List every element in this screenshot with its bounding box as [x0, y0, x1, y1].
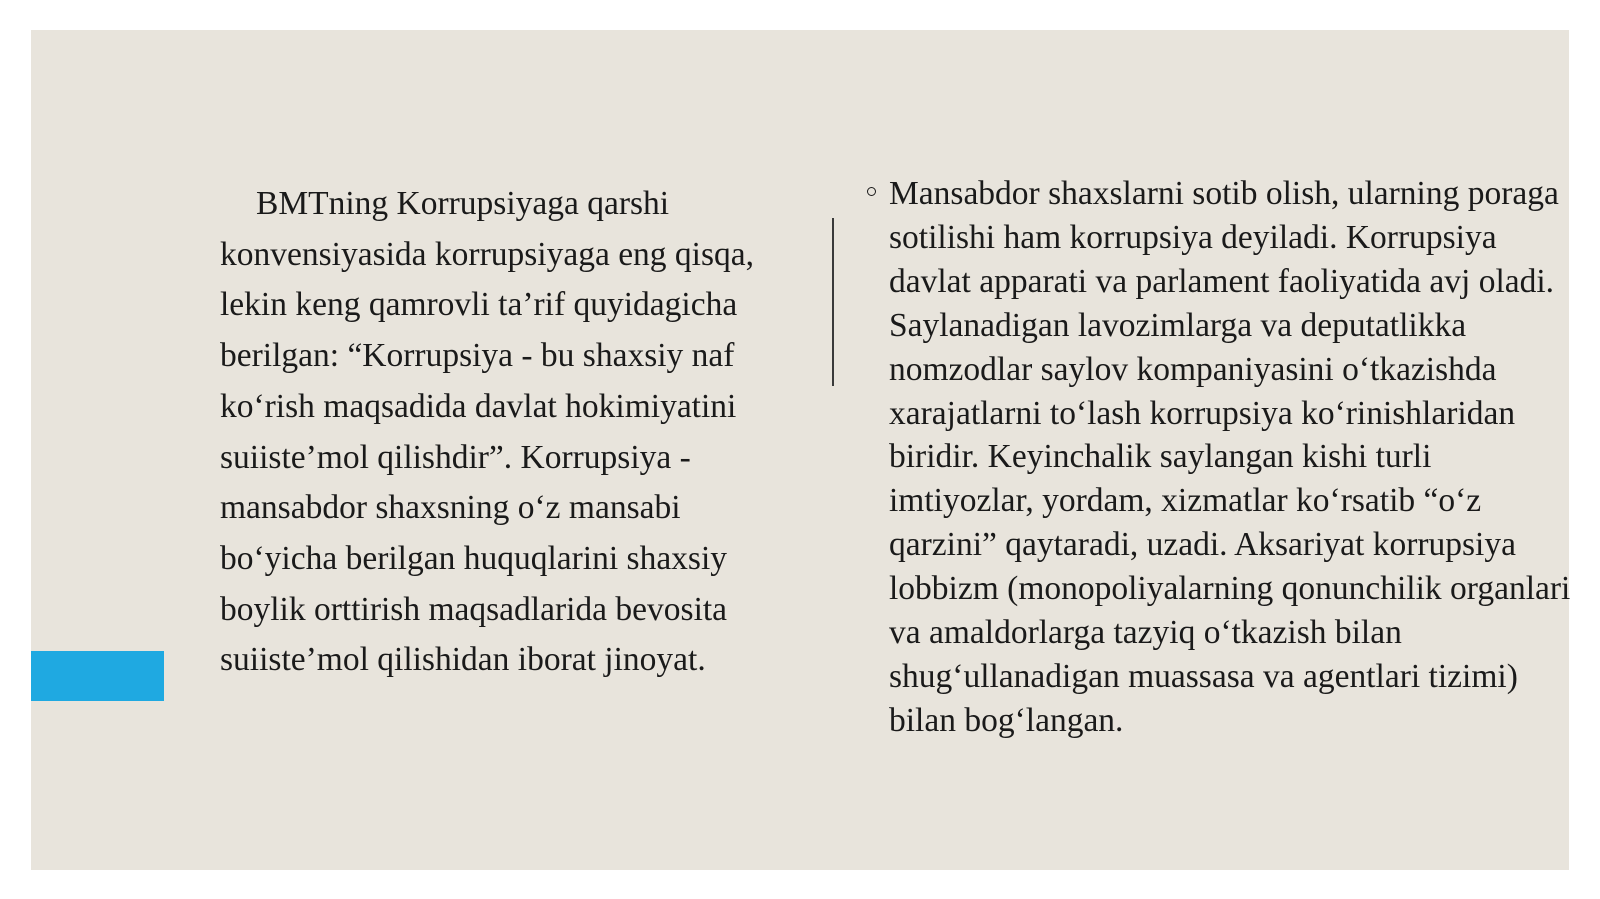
slide-background — [31, 30, 1569, 870]
bullet-circle-icon — [867, 187, 876, 196]
column-divider — [832, 218, 834, 386]
left-column-text: BMTning Korrupsiyaga qarshi konvensiyasida korrupsiyaga eng qisqa, lekin keng qamrovli ta’rif quyidagicha berilgan: “Korrupsiya - bu shaxsiy naf ko‘rish maqsadida davlat hokimiyatini suiiste’mol qilishdir”. Korrupsiya - mansabdor shaxsning o‘z mansabi bo‘yicha berilgan huquqlarini shaxsiy boylik orttirish maqsadlarida bevosita suiiste’mol qilishidan iborat jinoyat. — [220, 185, 755, 679]
right-column-text: Mansabdor shaxslarni sotib olish, ularning poraga sotilishi ham korrupsiya deyiladi. Korrupsiya davlat apparati va parlament faoliyatida avj oladi. Saylanadigan lavozimlarga va deputatlikka nomzodlar saylov kompaniyasini o‘tkazishda xarajatlarni to‘lash korrupsiya ko‘rinishlaridan biridir. Keyinchalik saylangan kishi turli imtiyozlar, yordam, xizmatlar ko‘rsatib “o‘z qarzini” qaytaradi, uzadi. Aksariyat korrupsiya lobbizm (monopoliyalarning qonunchilik organlari va amaldorlarga tazyiq o‘tkazish bilan shug‘ullanadigan muassasa va agentlari tizimi) bilan bog‘langan. — [889, 175, 1571, 739]
right-column — [867, 172, 1572, 743]
accent-bar — [31, 651, 164, 701]
